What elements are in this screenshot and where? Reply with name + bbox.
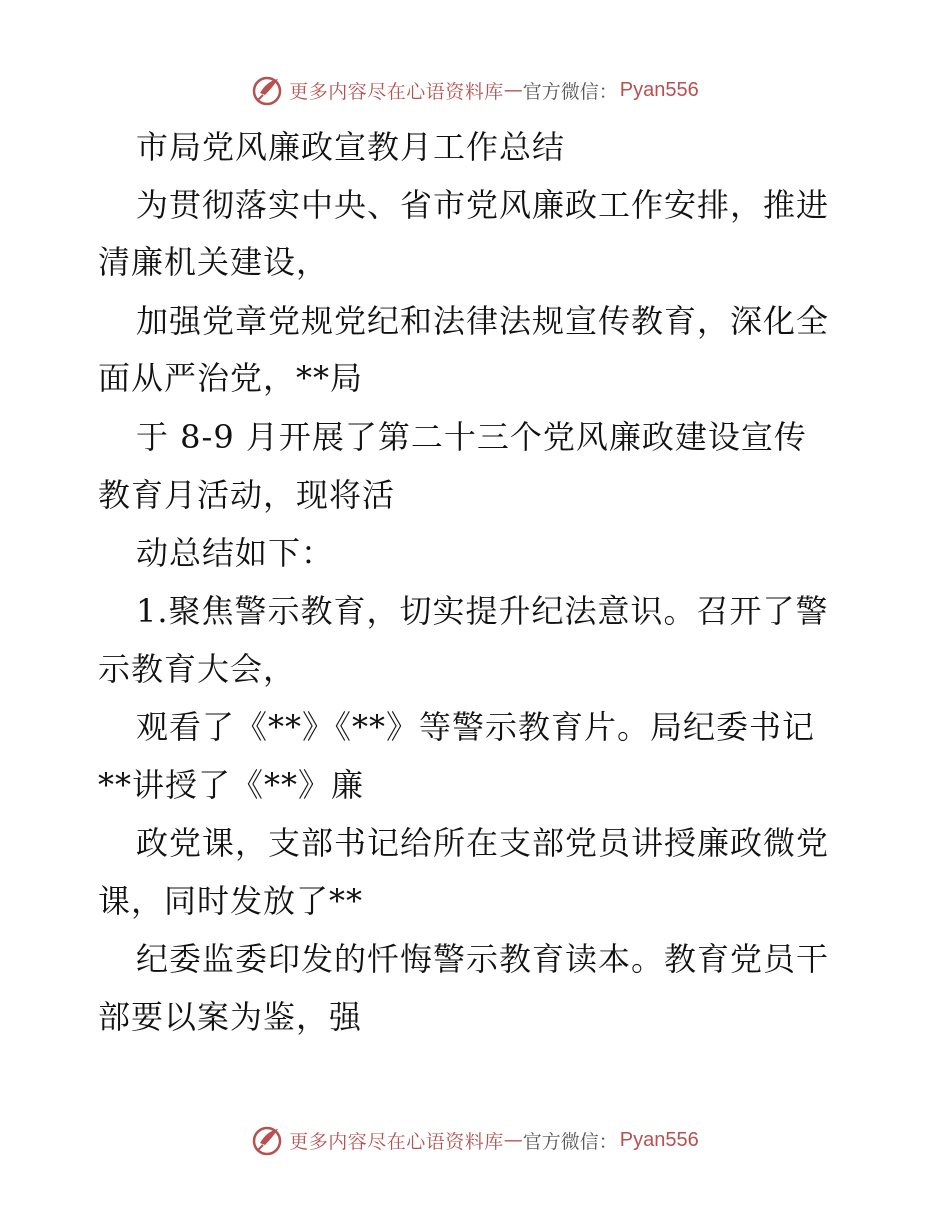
pen-logo-icon xyxy=(251,73,285,107)
paragraph-line: 清廉机关建设， xyxy=(98,243,330,281)
paragraph-line: 部要以案为鉴，强 xyxy=(98,998,363,1036)
paragraph-line: 加强党章党规党纪和法律法规宣传教育，深化全 xyxy=(136,302,830,340)
watermark-wechat-label: 官方微信： xyxy=(522,1130,618,1153)
paragraph-line: 课，同时发放了** xyxy=(98,882,364,920)
paragraph-line: 1.聚焦警示教育，切实提升纪法意识。召开了警 xyxy=(136,592,829,630)
watermark-wechat-id: Pyan556 xyxy=(619,78,699,101)
document-title: 市局党风廉政宣教月工作总结 xyxy=(136,128,566,166)
pen-logo-icon xyxy=(251,1123,285,1157)
paragraph-line: 示教育大会， xyxy=(98,650,297,688)
paragraph-line: 面从严治党，**局 xyxy=(98,359,364,397)
paragraph-line: **讲授了《**》廉 xyxy=(98,766,365,804)
watermark-wechat-id: Pyan556 xyxy=(619,1128,699,1151)
watermark-dash: — xyxy=(503,1129,523,1151)
paragraph-line: 纪委监委印发的忏悔警示教育读本。教育党员干 xyxy=(136,940,830,978)
paragraph-line: 于 8-9 月开展了第二十三个党风廉政建设宣传 xyxy=(136,418,807,456)
paragraph-line: 观看了《**》《**》等警示教育片。局纪委书记 xyxy=(136,708,816,746)
header-watermark xyxy=(0,70,950,110)
watermark-dash: — xyxy=(503,79,523,101)
watermark-text: 更多内容尽在心语资料库 xyxy=(289,80,504,103)
watermark-wechat-label: 官方微信： xyxy=(522,80,618,103)
footer-watermark xyxy=(0,1120,950,1160)
paragraph-line: 动总结如下： xyxy=(136,534,335,572)
paragraph-line: 教育月活动，现将活 xyxy=(98,476,396,514)
paragraph-line: 政党课，支部书记给所在支部党员讲授廉政微党 xyxy=(136,824,830,862)
paragraph-line: 为贯彻落实中央、省市党风廉政工作安排，推进 xyxy=(136,186,830,224)
watermark-text: 更多内容尽在心语资料库 xyxy=(289,1130,504,1153)
